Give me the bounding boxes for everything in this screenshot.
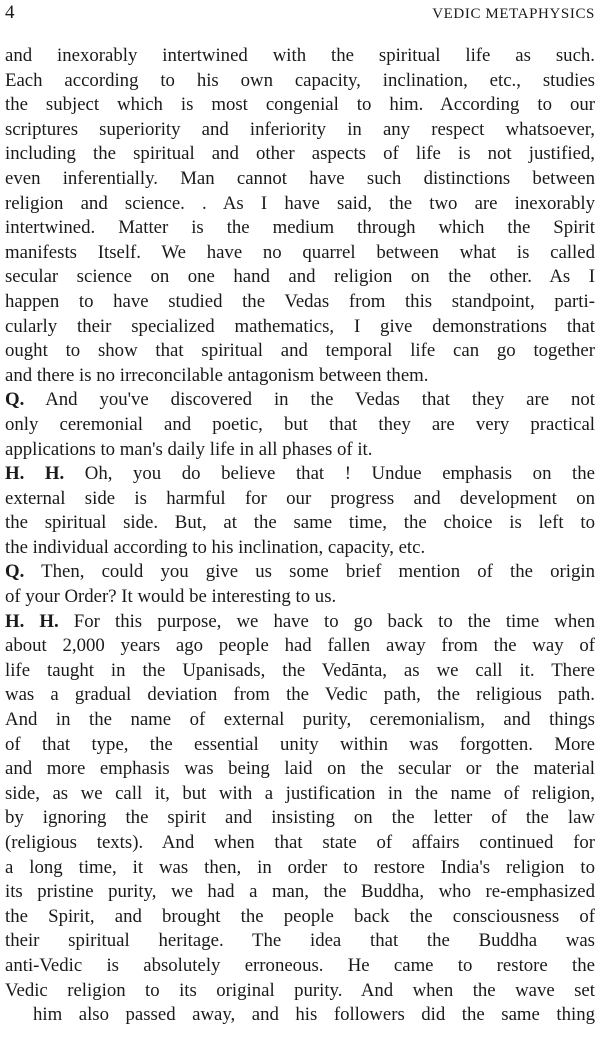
- line-text: religion and science. . As I have said, the two are inexorably: [5, 192, 595, 214]
- text-line: [5, 1003, 595, 1028]
- line-text: a long time, it was then, in order to restore India's religion to: [5, 856, 595, 878]
- speaker-label: Q.: [5, 389, 25, 411]
- text-line: [5, 536, 595, 561]
- line-text: secular science on one hand and religion on the other. As I: [5, 266, 595, 288]
- text-line: [5, 708, 595, 733]
- text-line: [5, 438, 595, 463]
- text-line: [5, 93, 595, 118]
- text-line: [5, 69, 595, 94]
- text-line: [5, 683, 595, 708]
- line-text: cularly their specialized mathematics, I give demonstrations that: [5, 315, 595, 337]
- text-line: [5, 733, 595, 758]
- text-line: [5, 487, 595, 512]
- line-text: Oh, you do believe that ! Undue emphasis on the: [84, 463, 595, 485]
- line-text: applications to man's daily life in all phases of it.: [5, 438, 373, 460]
- text-line: [5, 462, 595, 487]
- text-line: [5, 634, 595, 659]
- line-text: scriptures superiority and inferiority in any respect whatsoever,: [5, 118, 595, 140]
- body-text: [5, 44, 595, 1028]
- text-line: [5, 142, 595, 167]
- text-line: [5, 192, 595, 217]
- text-line: [5, 831, 595, 856]
- text-line: [5, 757, 595, 782]
- text-line: [5, 979, 595, 1004]
- line-text: and more emphasis was being laid on the secular or the material: [5, 758, 595, 780]
- text-line: [5, 315, 595, 340]
- line-text: the spiritual side. But, at the same time, the choice is left to: [5, 512, 595, 534]
- text-line: [5, 585, 595, 610]
- line-text: the Spirit, and brought the people back the consciousness of: [5, 905, 595, 927]
- line-text: and there is no irreconcilable antagonism between them.: [5, 364, 429, 386]
- line-text: Each according to his own capacity, inclination, etc., studies: [5, 69, 595, 91]
- line-text: its pristine purity, we had a man, the Buddha, who re-emphasized: [5, 881, 595, 903]
- line-text: (religious texts). And when that state of affairs continued for: [5, 832, 595, 853]
- text-line: [5, 905, 595, 930]
- page-number: 4: [5, 2, 15, 23]
- text-line: [5, 610, 595, 635]
- line-text: anti-Vedic is absolutely erroneous. He came to restore the: [5, 954, 595, 976]
- line-text: their spiritual heritage. The idea that the Buddha was: [5, 930, 595, 952]
- line-text: ought to show that spiritual and temporal life can go together: [5, 340, 595, 362]
- line-text: by ignoring the spirit and insisting on the letter of the law: [5, 807, 595, 829]
- line-text: the subject which is most congenial to him. According to our: [5, 94, 595, 116]
- line-text: including the spiritual and other aspects of life is not justified,: [5, 143, 595, 165]
- text-line: [5, 782, 595, 807]
- line-text: life taught in the Upanisads, the Vedānta, as we call it. There: [5, 659, 595, 681]
- text-line: [5, 954, 595, 979]
- text-line: [5, 241, 595, 266]
- line-text: manifests Itself. We have no quarrel between what is called: [5, 241, 595, 263]
- line-text: only ceremonial and poetic, but that they are very practical: [5, 413, 595, 435]
- text-line: [5, 118, 595, 143]
- text-line: [5, 856, 595, 881]
- line-text: happen to have studied the Vedas from this standpoint, parti-: [5, 290, 595, 312]
- text-line: [5, 44, 595, 69]
- text-line: [5, 413, 595, 438]
- line-text: And you've discovered in the Vedas that they are not: [45, 389, 595, 411]
- text-line: [5, 290, 595, 315]
- line-text: Then, could you give us some brief mention of the origin: [41, 561, 595, 583]
- speaker-label: H. H.: [5, 463, 65, 485]
- line-text: was a gradual deviation from the Vedic path, the religious path.: [5, 684, 595, 706]
- line-text: For this purpose, we have to go back to the time when: [73, 610, 595, 632]
- text-line: [5, 659, 595, 684]
- line-text: and inexorably intertwined with the spiritual life as such.: [5, 45, 595, 66]
- line-text: about 2,000 years ago people had fallen away from the way of: [5, 635, 595, 657]
- line-text: of your Order? It would be interesting to us.: [5, 586, 337, 608]
- text-line: [5, 388, 595, 413]
- text-line: [5, 216, 595, 241]
- running-head: VEDIC METAPHYSICS: [432, 6, 595, 22]
- line-text: intertwined. Matter is the medium through which the Spirit: [5, 217, 595, 239]
- line-text: And in the name of external purity, ceremonialism, and things: [5, 709, 595, 731]
- text-line: [5, 511, 595, 536]
- line-text: Vedic religion to its original purity. And when the wave set: [5, 979, 595, 1001]
- text-line: [5, 265, 595, 290]
- line-text: side, as we call it, but with a justification in the name of religion,: [5, 782, 595, 804]
- line-text: of that type, the essential unity within was forgotten. More: [5, 733, 595, 755]
- line-text: him also passed away, and his followers did the same thing: [33, 1004, 595, 1026]
- text-line: [5, 929, 595, 954]
- line-text: even inferentially. Man cannot have such distinctions between: [5, 167, 595, 189]
- text-line: [5, 880, 595, 905]
- speaker-label: Q.: [5, 561, 25, 583]
- line-text: the individual according to his inclination, capacity, etc.: [5, 536, 426, 558]
- text-line: [5, 339, 595, 364]
- line-text: external side is harmful for our progress and development on: [5, 487, 595, 509]
- text-line: [5, 364, 595, 389]
- speaker-label: H. H.: [5, 610, 59, 632]
- text-line: [5, 560, 595, 585]
- text-line: [5, 806, 595, 831]
- text-line: [5, 167, 595, 192]
